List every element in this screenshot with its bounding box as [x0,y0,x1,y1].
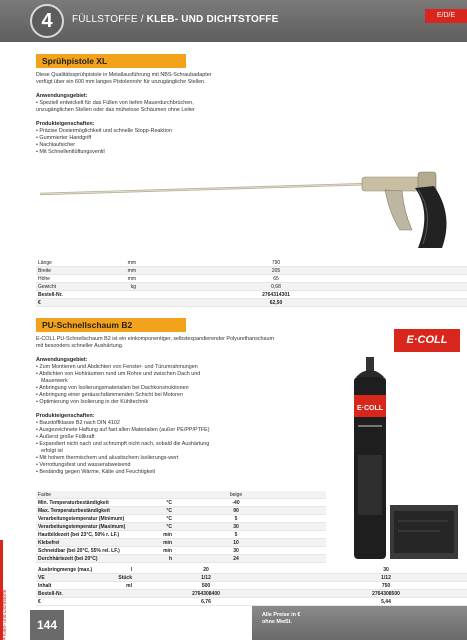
spec-label: Klebefrei [38,540,60,546]
spec-label: Max. Temperaturbeständigkeit [38,508,110,514]
table-row [36,267,467,275]
spec-label: Verarbeitungstemperatur (Minimum) [38,516,125,522]
table-row [36,531,326,539]
spec-label: Min. Temperaturbeständigkeit [38,500,109,506]
table-row [36,547,326,555]
spec-value: 90 [233,508,239,514]
table-row [36,574,467,582]
spec-value: 24 [233,556,239,562]
product1-prop-item: • Mit Schnellentlüftungsventil [36,149,105,155]
product2-intro: E-COLL PU-Schnellschaum B2 ist ein einkomponentiger, selbstexpandierender Polyurethanschaum mit besonders schneller Aushärtung. [36,336,275,349]
spec-value: 30 [233,524,239,530]
product1-intro: Diese Qualitätssprühpistole in Metallausführung mit NBS-Schraubadapter verfügt über ein 600 mm langes Pistolenrohr für unzugängliche Stellen. [36,72,212,85]
order-value: 1/12 [381,575,391,581]
product2-prop-item: • Beständig gegen Wärme, Kälte und Feuchtigkeit [36,469,156,475]
spec-value: 205 [271,268,281,274]
product-title-spray-gun: Sprühpistole XL [36,54,186,68]
product2-usage-item: • Anbringung einer geräuschdämmenden Schicht bei Motoren [36,392,183,398]
chapter-title [72,14,278,25]
page-header [0,0,467,42]
table-row [36,598,467,606]
product2-prop-item: • Expandiert nicht nach und schrumpft nicht nach, sobald die Aushärtung [36,441,210,447]
spec-unit: °C [166,516,172,522]
table-row [36,523,326,531]
order-label: € [38,599,41,605]
chapter-title-part2: KLEB- UND DICHTSTOFFE [146,14,279,25]
order-unit: ml [126,583,132,589]
order-value: 1/12 [201,575,211,581]
spec-unit: °C [166,508,172,514]
product2-usage-item: • Abdichten von Hohlräumen rund um Rohre und zwischen Dach und [36,371,201,377]
product2-prop-item: • Verrottungsfest und wasserabweisend [36,462,131,468]
e-coll-logo: E·COLL [394,329,460,352]
side-chapter-label: 4 Kleb- und Dichtstoffe [2,589,8,640]
product2-order-table [36,566,467,606]
product2-prop-item: erfolgt ist [41,448,63,454]
product1-prop-item: • Präzise Dosiermöglichkeit und schnelle Stopp-Reaktion [36,128,172,134]
order-label: Bestell-Nr. [38,591,63,597]
order-unit: Stück [118,575,132,581]
table-row [36,539,326,547]
spec-unit: h [168,556,172,562]
product1-prop-item: • Gummierter Handgriff [36,135,92,141]
product2-usage-heading: Anwendungsgebiet: [36,357,88,363]
product2-prop-item: • Baustoffklasse B2 nach DIN 4102 [36,420,120,426]
price: 6,76 [201,599,211,605]
product1-description [36,72,226,156]
price-note-line2: ohne MwSt. [262,619,292,625]
product2-usage-item: Mauerwerk [41,378,68,384]
product2-usage-item: • Optimierung von Isolierung in der Kühltechnik [36,399,149,405]
spec-unit: kg [130,284,136,290]
order-label: Ausbringmenge (max.) [38,567,93,573]
product2-prop-item: • Ausgezeichnete Haftung auf fast allen Materialien (außer PE/PP/PTFE) [36,427,210,433]
language-badge: E/D/E [425,9,467,23]
product-title-pu-foam: PU-Schnellschaum B2 [36,318,186,332]
can-label: E·COLL [356,405,384,412]
table-row [36,291,467,299]
price-note-line1: Alle Preise in € [262,612,301,618]
table-row [36,590,467,598]
spec-unit: mm [127,268,136,274]
spec-value: -40 [232,500,240,506]
spec-label: Durchhärtezeit (bei 20°C) [38,556,98,562]
table-row [36,299,467,307]
spec-unit: mm [127,260,136,266]
product1-prop-item: • Nachlaufsicher [36,142,76,148]
spec-label: Länge [38,260,52,266]
price: 62,50 [269,300,283,306]
table-row [36,491,326,499]
order-value: 500 [201,583,211,589]
spec-value: 30 [233,548,239,554]
spec-label: Breite [38,268,52,274]
table-row [36,507,326,515]
spec-label: Bestell-Nr. [38,292,63,298]
spec-label: Höhe [38,276,50,282]
order-number: 2764308500 [372,591,400,597]
spec-label: Schneidbar (bei 20°C, 55% rel. LF.) [38,548,120,554]
spec-value: 790 [271,260,281,266]
spec-value: 10 [233,540,239,546]
table-row [36,283,467,291]
spec-unit: mm [127,276,136,282]
product2-props-heading: Produkteigenschaften: [36,413,95,419]
chapter-title-part1: FÜLLSTOFFE / [72,14,144,25]
product2-prop-item: • Mit hohem thermischem und akustischem Isolierungs-wert [36,455,179,461]
price-note [252,606,467,640]
order-number: 2764308400 [192,591,220,597]
order-number: 2764314301 [262,292,290,298]
table-row [36,582,467,590]
spec-label: Gewicht [38,284,57,290]
table-row [36,555,326,563]
product2-spec-table [36,491,326,563]
product1-props-heading: Produkteigenschaften: [36,121,95,127]
price: 5,44 [381,599,391,605]
product2-usage-item: • Anbringung von Isolierungsmaterialien bei Dachkonstruktionen [36,385,189,391]
spec-unit: min [163,532,172,538]
spec-label: Farbe [38,492,52,498]
spec-value: beige [229,492,243,498]
order-value: 30 [383,567,389,573]
spec-unit: min [163,548,172,554]
spec-unit: min [163,540,172,546]
order-unit: l [130,567,132,573]
product2-description [36,336,326,476]
spray-gun-image [40,160,467,250]
product1-spec-table [36,259,467,307]
spec-label: Verarbeitungstemperatur (Maximum) [38,524,126,530]
order-value: 750 [381,583,391,589]
table-row [36,515,326,523]
spec-value: 5 [234,516,238,522]
foam-can-image [336,355,461,563]
spec-value: 65 [273,276,279,282]
spec-value: 0,68 [271,284,281,290]
product2-usage-item: • Zum Montieren und Abdichten von Fenster- und Türumrahmungen [36,364,198,370]
spec-label: Hautbildezeit (bei 23°C, 50% r. LF.) [38,532,120,538]
table-row [36,499,326,507]
spec-label: € [38,300,41,306]
spec-unit: °C [166,500,172,506]
spec-value: 5 [234,532,238,538]
table-row [36,259,467,267]
chapter-number: 4 [30,4,64,38]
product2-prop-item: • Äußerst große Füllkraft [36,434,95,440]
product1-usage-heading: Anwendungsgebiet: [36,93,88,99]
table-row [36,275,467,283]
product1-usage-item: • Speziell entwickelt für das Füllen von tiefen Mauerdurchbrüchen, unzugänglichen Stellen oder das mühelose Schäumen ohne Leiter [36,100,195,113]
order-value: 20 [203,567,209,573]
order-label: Inhalt [38,583,52,589]
table-row [36,566,467,574]
spec-unit: °C [166,524,172,530]
page-number: 144 [30,610,64,640]
order-label: VE [38,575,45,581]
